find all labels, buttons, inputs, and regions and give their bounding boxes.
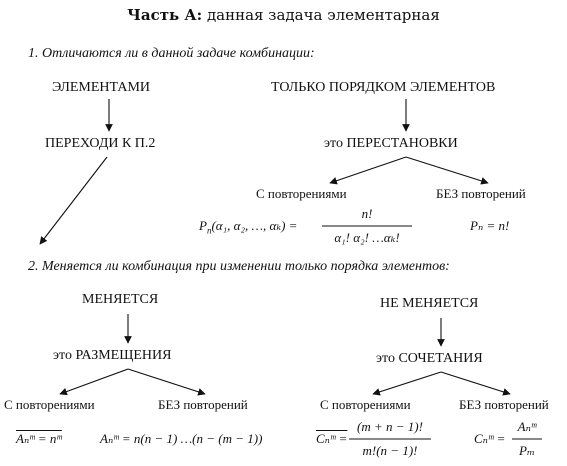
combinations-with-repetition: С повторениями [320, 397, 411, 412]
branch-elements: ЭЛЕМЕНТАМИ [52, 80, 151, 95]
arrangements-label: это РАЗМЕЩЕНИЯ [53, 348, 172, 363]
arrow-arrangements-with [60, 369, 128, 394]
arrow-permutations-without [406, 157, 488, 183]
branch-changes: МЕНЯЕТСЯ [82, 292, 159, 307]
arrangements-without-repetition: БЕЗ повторений [158, 397, 248, 412]
combinations-with-formula-lhs: Cₙᵐ = [316, 431, 348, 446]
combinations-without-formula-lhs: Cₙᵐ = [474, 431, 506, 446]
arrow-permutations-with [330, 157, 406, 183]
formula-args: (α₁, α₂, …, αₖ) = [211, 218, 298, 233]
permutations-with-repetition: С повторениями [256, 186, 347, 201]
combinations-label: это СОЧЕТАНИЯ [376, 351, 483, 366]
combinations-with-formula-denominator: m!(n − 1)! [362, 443, 418, 458]
goto-step-2: ПЕРЕХОДИ К П.2 [45, 136, 156, 151]
arrow-arrangements-without [128, 369, 205, 394]
arrow-goto-to-question-2 [40, 157, 107, 244]
combinations-with-formula-numerator: (m + n − 1)! [357, 419, 423, 434]
permutations-without-repetition: БЕЗ повторений [436, 186, 526, 201]
formula-symbol: P [199, 218, 207, 233]
combinations-without-formula-numerator: Aₙᵐ [517, 419, 537, 434]
question-2: 2. Меняется ли комбинация при изменении только порядка элементов: [28, 259, 450, 274]
permutations-label: это ПЕРЕСТАНОВКИ [324, 136, 458, 151]
arrow-combinations-with [373, 372, 441, 394]
combinations-without-formula-denominator: Pₘ [519, 443, 535, 458]
combinations-without-repetition: БЕЗ повторений [459, 397, 549, 412]
title-part: Часть А: [127, 6, 203, 24]
permutations-without-formula: Pₙ = n! [470, 218, 510, 233]
permutations-with-formula-denominator: α₁! α₂! …αₖ! [334, 230, 400, 245]
branch-not-changes: НЕ МЕНЯЕТСЯ [380, 296, 479, 311]
arrangements-without-formula: Aₙᵐ = n(n − 1) …(n − (m − 1)) [100, 431, 263, 446]
permutations-with-formula-numerator: n! [361, 206, 373, 221]
title-rest: данная задача элементарная [202, 6, 440, 24]
arrangements-with-formula: Aₙᵐ = nᵐ [16, 431, 62, 446]
arrangements-with-repetition: С повторениями [4, 397, 95, 412]
branch-order-only: ТОЛЬКО ПОРЯДКОМ ЭЛЕМЕНТОВ [271, 80, 496, 95]
question-1: 1. Отличаются ли в данной задаче комбинации: [28, 46, 315, 61]
formula-subscript: n [206, 225, 212, 236]
arrow-combinations-without [441, 372, 510, 394]
